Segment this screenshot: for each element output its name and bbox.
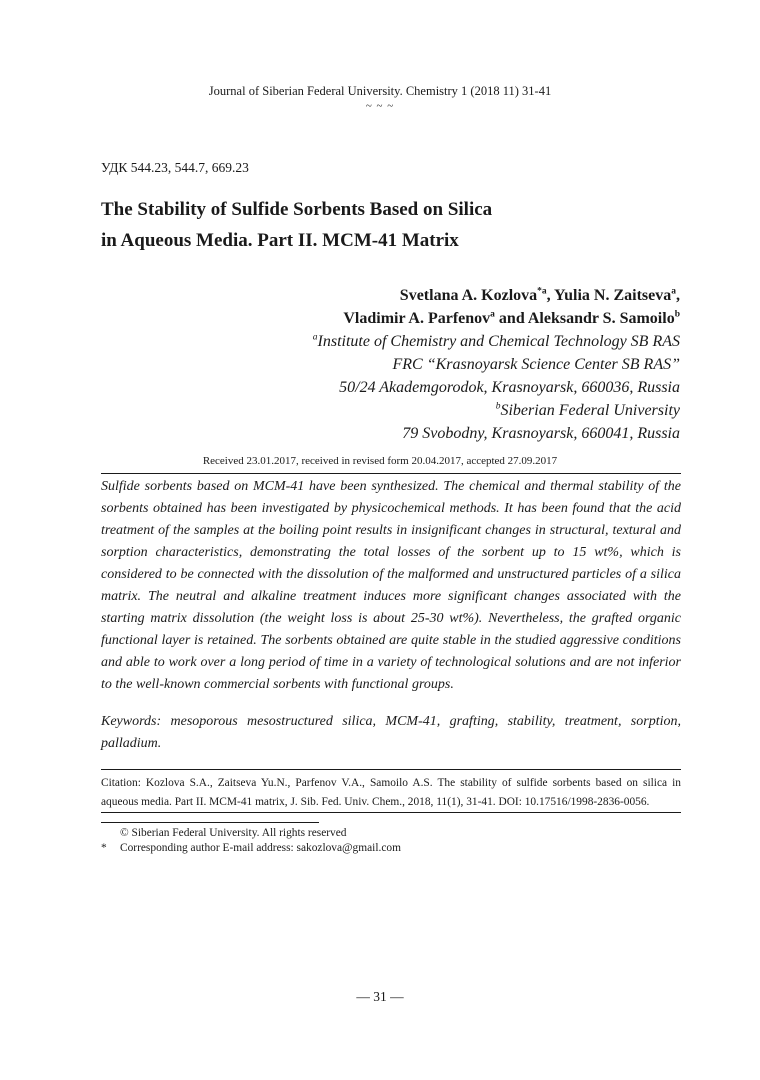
- footnote-corresponding: [101, 841, 401, 856]
- author-sup: *a: [537, 286, 547, 297]
- author-separator: and: [494, 310, 528, 327]
- author-separator: ,: [676, 287, 680, 304]
- header-ornament: ~ ~ ~: [365, 100, 395, 112]
- received-dates: Received 23.01.2017, received in revised form 20.04.2017, accepted 27.09.2017: [202, 455, 558, 467]
- affiliation-text: Institute of Chemistry and Chemical Technology SB RAS: [317, 333, 680, 350]
- citation: Citation: Kozlova S.A., Zaitseva Yu.N., Parfenov V.A., Samoilo A.S. The stability of sulfide sorbents based on silica in aqueous media. Part II. MCM-41 matrix, J. Sib. Fed. Univ. Chem., 2018, 11(1), 31-41. DOI: 10.17516/1998-2836-0056.: [101, 777, 681, 808]
- affiliation-a-line-2: FRC “Krasnoyarsk Science Center SB RAS”: [392, 356, 680, 373]
- authors-line-1: [313, 284, 680, 307]
- footnote-copyright: [101, 826, 347, 841]
- footnote-divider: [101, 822, 319, 823]
- affiliation-mark: b: [495, 401, 501, 412]
- footnote-mark: *: [101, 842, 107, 854]
- author-name: Svetlana A. Kozlova: [399, 287, 538, 304]
- article-title: [101, 194, 681, 256]
- author-sup: a: [671, 286, 676, 297]
- affiliation-b-line-2: 79 Svobodny, Krasnoyarsk, 660041, Russia: [402, 425, 680, 442]
- affiliation-b-line-1: [313, 399, 680, 422]
- author-sup: a: [490, 309, 495, 320]
- authors-block: [313, 284, 680, 445]
- affiliation-mark: a: [312, 332, 318, 343]
- keywords: Keywords: mesoporous mesostructured silica, MCM-41, grafting, stability, treatment, sorption, palladium.: [101, 714, 681, 751]
- author-name: Aleksandr S. Samoilo: [527, 310, 675, 327]
- footnote-text: Corresponding author E-mail address: sakozlova@gmail.com: [120, 842, 401, 854]
- footnote-text: © Siberian Federal University. All rights reserved: [120, 827, 347, 839]
- divider: [101, 812, 681, 813]
- divider: [101, 473, 681, 474]
- authors-line-2: [313, 307, 680, 330]
- author-sup: b: [674, 309, 680, 320]
- author-name: Yulia N. Zaitseva: [554, 287, 672, 304]
- affiliation-a-line-1: [313, 330, 680, 353]
- abstract: Sulfide sorbents based on MCM-41 have been synthesized. The chemical and thermal stability of the sorbents obtained has been investigated by physicochemical methods. It has been found that the acid treatment of the samples at the boiling point results in insignificant changes in structural, textural and sorption characteristics, demonstrating the total losses of the sorbent up to 15 wt%, which is considered to be connected with the dissolution of the malformed and unstructured particles of a silica matrix. The neutral and alkaline treatment induces more significant changes associated with the starting matrix dissolution (the weight loss is about 25-30 wt%). Nevertheless, the grafted organic functional layer is retained. The sorbents obtained are quite stable in the studied aggressive conditions and able to work over a long period of time in a variety of technological solutions and are not inferior to the well-known commercial sorbents with functional groups.: [101, 479, 681, 692]
- affiliation-text: Siberian Federal University: [500, 402, 680, 419]
- affiliation-a-line-3: 50/24 Akademgorodok, Krasnoyarsk, 660036, Russia: [339, 379, 680, 396]
- journal-header: Journal of Siberian Federal University. Chemistry 1 (2018 11) 31-41: [208, 84, 552, 98]
- udk-code: УДК 544.23, 544.7, 669.23: [101, 160, 249, 175]
- author-name: Vladimir A. Parfenov: [343, 310, 491, 327]
- page-number: — 31 —: [356, 989, 404, 1004]
- title-line-1: The Stability of Sulfide Sorbents Based on Silica: [101, 199, 493, 220]
- divider: [101, 769, 681, 770]
- title-line-2: in Aqueous Media. Part II. MCM-41 Matrix: [101, 230, 459, 251]
- author-separator: ,: [546, 287, 555, 304]
